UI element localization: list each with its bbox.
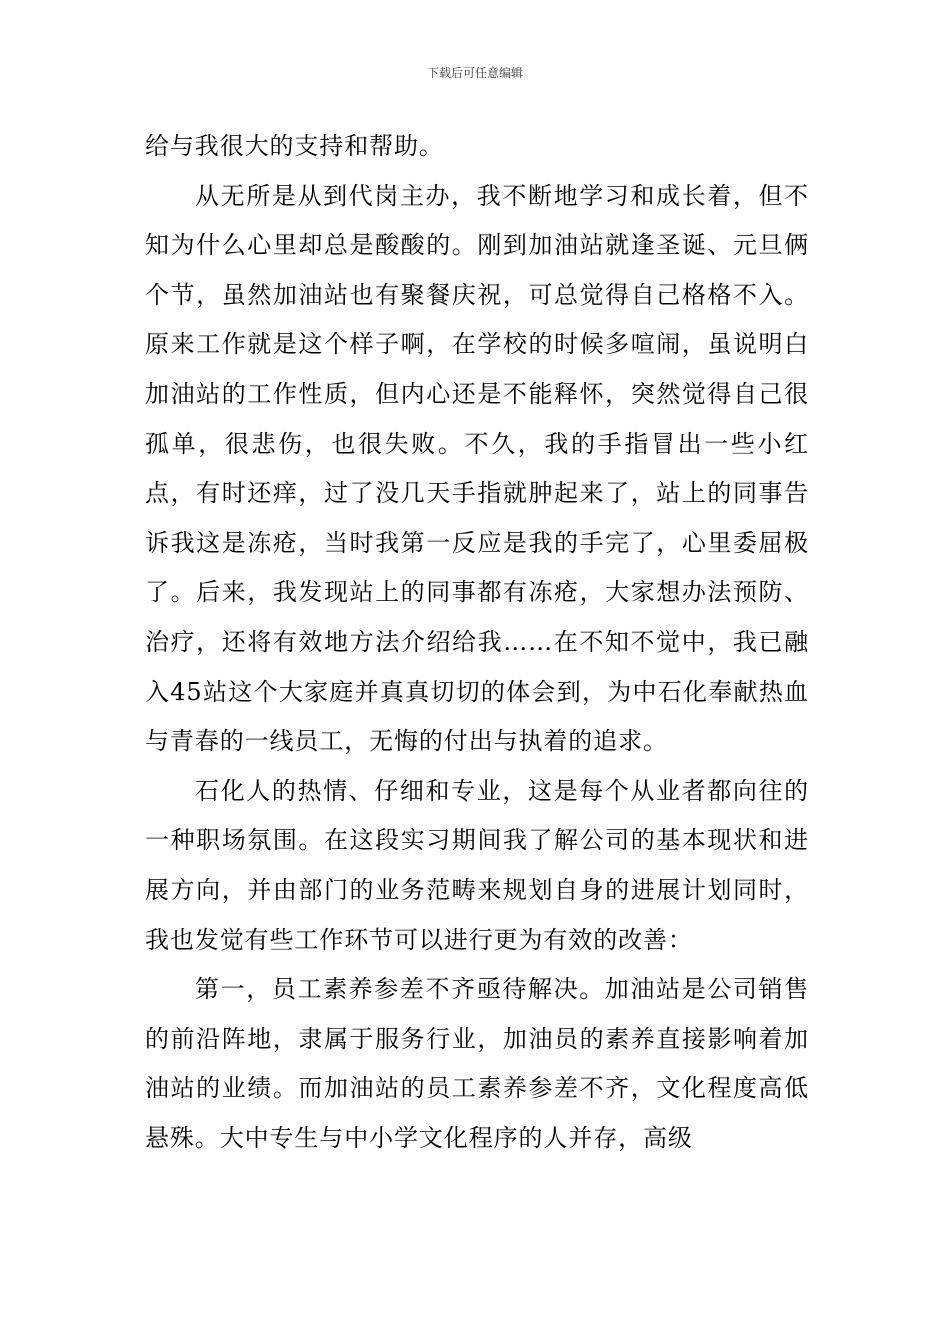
paragraph-2: 从无所是从到代岗主办，我不断地学习和成长着，但不知为什么心里却总是酸酸的。刚到加油站就逢圣诞、元旦俩个节，虽然加油站也有聚餐庆祝，可总觉得自己格格不入。原来工作就是这个样子啊，在学校的时候多喧闹，虽说明白加油站的工作性质，但内心还是不能释怀，突然觉得自己很孤单，很悲伤，也很失败。不久，我的手指冒出一些小红点，有时还痒，过了没几天手指就肿起来了，站上的同事告诉我这是冻疮，当时我第一反应是我的手完了，心里委屈极了。后来，我发现站上的同事都有冻疮，大家想办法预防、治疗，还将有效地方法介绍给我……在不知不觉中，我已融入45站这个大家庭并真真切切的体会到，为中石化奉献热血与青春的一线员工，无悔的付出与执着的追求。 — [145, 181, 809, 756]
page-header: 下载后可任意编辑 — [426, 66, 523, 80]
paragraph-4: 第一，员工素养参差不齐亟待解决。加油站是公司销售的前沿阵地，隶属于服务行业，加油员的素养直接影响着加油站的业绩。而加油站的员工素养参差不齐，文化程度高低悬殊。大中专生与中小学文化程序的人并存，高级 — [145, 975, 809, 1152]
paragraph-3: 石化人的热情、仔细和专业，这是每个从业者都向往的一种职场氛围。在这段实习期间我了解公司的基本现状和进展方向，并由部门的业务范畴来规划自身的进展计划同时，我也发觉有些工作环节可以进行更为有效的改善： — [145, 776, 809, 954]
document-body — [145, 122, 809, 1163]
paragraph-1: 给与我很大的支持和帮助。 — [145, 132, 444, 160]
